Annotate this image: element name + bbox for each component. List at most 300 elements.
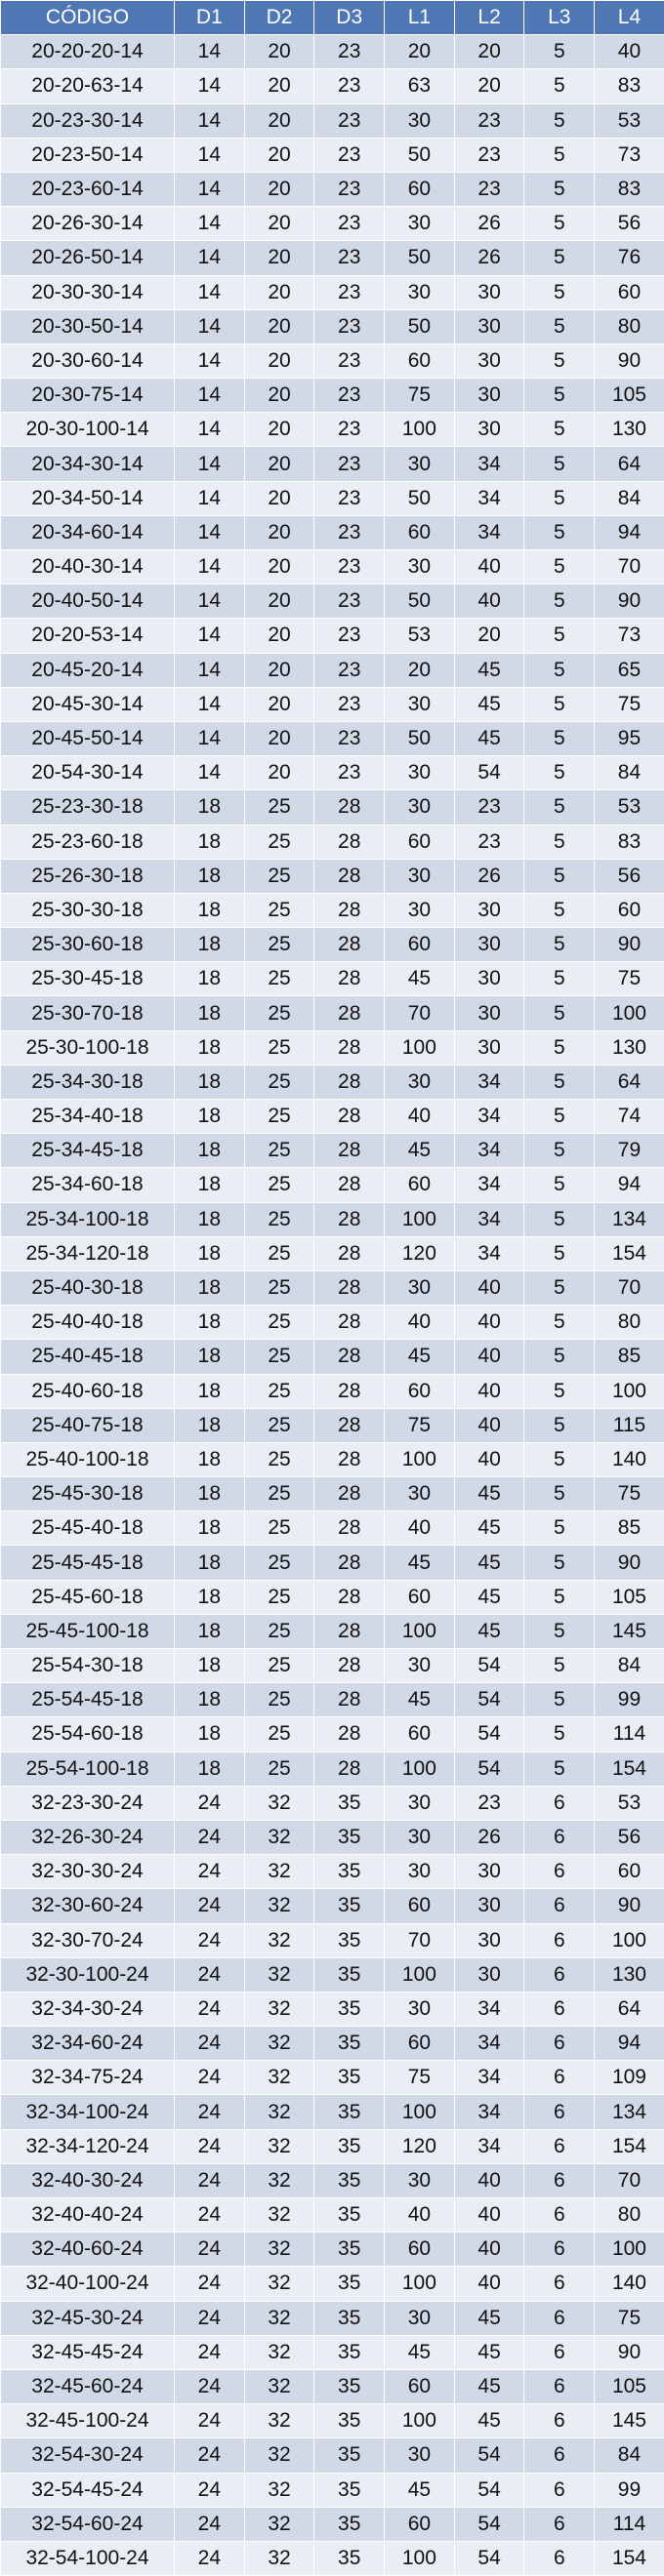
cell-d1: 18 bbox=[175, 1477, 245, 1511]
cell-codigo: 25-40-30-18 bbox=[1, 1270, 175, 1305]
table-row bbox=[1, 1374, 664, 1408]
cell-l2: 54 bbox=[454, 2438, 524, 2473]
cell-l3: 5 bbox=[524, 207, 595, 241]
cell-l4: 64 bbox=[595, 447, 664, 481]
cell-l4: 53 bbox=[595, 103, 664, 138]
cell-codigo: 32-34-75-24 bbox=[1, 2061, 175, 2095]
cell-d1: 18 bbox=[175, 1202, 245, 1236]
column-header-l1: L1 bbox=[385, 1, 455, 35]
cell-l1: 60 bbox=[385, 1889, 455, 1923]
cell-l3: 5 bbox=[524, 1065, 595, 1099]
cell-d3: 28 bbox=[314, 1683, 385, 1717]
cell-codigo: 25-54-45-18 bbox=[1, 1683, 175, 1717]
cell-l3: 5 bbox=[524, 275, 595, 309]
cell-l3: 5 bbox=[524, 1306, 595, 1340]
cell-d1: 14 bbox=[175, 69, 245, 103]
table-row bbox=[1, 1614, 664, 1648]
cell-l3: 6 bbox=[524, 1855, 595, 1889]
cell-d3: 23 bbox=[314, 379, 385, 413]
cell-l3: 5 bbox=[524, 447, 595, 481]
cell-l1: 75 bbox=[385, 2061, 455, 2095]
cell-l4: 100 bbox=[595, 996, 664, 1030]
cell-l4: 114 bbox=[595, 1717, 664, 1751]
cell-l3: 5 bbox=[524, 1442, 595, 1476]
cell-d2: 25 bbox=[244, 996, 314, 1030]
table-row bbox=[1, 1546, 664, 1580]
cell-l3: 6 bbox=[524, 2198, 595, 2233]
cell-d1: 18 bbox=[175, 859, 245, 893]
cell-d3: 28 bbox=[314, 1168, 385, 1202]
cell-d1: 24 bbox=[175, 1820, 245, 1854]
cell-d1: 24 bbox=[175, 2027, 245, 2061]
column-header-l2: L2 bbox=[454, 1, 524, 35]
cell-d2: 25 bbox=[244, 1030, 314, 1065]
cell-l1: 60 bbox=[385, 2369, 455, 2403]
cell-l4: 56 bbox=[595, 1820, 664, 1854]
cell-d2: 20 bbox=[244, 379, 314, 413]
cell-codigo: 32-45-100-24 bbox=[1, 2404, 175, 2438]
cell-l4: 154 bbox=[595, 2129, 664, 2163]
cell-l2: 30 bbox=[454, 379, 524, 413]
cell-l2: 45 bbox=[454, 1477, 524, 1511]
cell-d3: 28 bbox=[314, 1511, 385, 1546]
cell-l4: 90 bbox=[595, 584, 664, 619]
table-row bbox=[1, 35, 664, 69]
cell-codigo: 20-40-50-14 bbox=[1, 584, 175, 619]
cell-l1: 60 bbox=[385, 343, 455, 378]
cell-l1: 100 bbox=[385, 1030, 455, 1065]
cell-d1: 24 bbox=[175, 2335, 245, 2369]
cell-l2: 45 bbox=[454, 1614, 524, 1648]
cell-l4: 100 bbox=[595, 1374, 664, 1408]
cell-l1: 60 bbox=[385, 2027, 455, 2061]
cell-l2: 34 bbox=[454, 1992, 524, 2026]
cell-d2: 32 bbox=[244, 2438, 314, 2473]
cell-l1: 20 bbox=[385, 653, 455, 687]
table-row bbox=[1, 379, 664, 413]
cell-l4: 105 bbox=[595, 1580, 664, 1614]
cell-l4: 90 bbox=[595, 928, 664, 962]
table-row bbox=[1, 2438, 664, 2473]
cell-d1: 24 bbox=[175, 2301, 245, 2335]
cell-l4: 154 bbox=[595, 2541, 664, 2575]
cell-l1: 45 bbox=[385, 2335, 455, 2369]
cell-d1: 18 bbox=[175, 1270, 245, 1305]
cell-l4: 94 bbox=[595, 515, 664, 549]
cell-d2: 32 bbox=[244, 1855, 314, 1889]
cell-l2: 23 bbox=[454, 138, 524, 172]
cell-l1: 30 bbox=[385, 1855, 455, 1889]
cell-d1: 18 bbox=[175, 1306, 245, 1340]
cell-d3: 28 bbox=[314, 1134, 385, 1168]
cell-l2: 34 bbox=[454, 1100, 524, 1134]
cell-l4: 99 bbox=[595, 1683, 664, 1717]
table-row bbox=[1, 1683, 664, 1717]
cell-l1: 120 bbox=[385, 1236, 455, 1270]
cell-d2: 25 bbox=[244, 1717, 314, 1751]
cell-d1: 18 bbox=[175, 1683, 245, 1717]
cell-d1: 18 bbox=[175, 1134, 245, 1168]
cell-d1: 14 bbox=[175, 138, 245, 172]
cell-l1: 40 bbox=[385, 1306, 455, 1340]
cell-d2: 25 bbox=[244, 859, 314, 893]
cell-l4: 145 bbox=[595, 2404, 664, 2438]
cell-d3: 28 bbox=[314, 1442, 385, 1476]
cell-l2: 34 bbox=[454, 2061, 524, 2095]
cell-l1: 60 bbox=[385, 2507, 455, 2541]
cell-l4: 134 bbox=[595, 1202, 664, 1236]
column-header-l3: L3 bbox=[524, 1, 595, 35]
cell-d1: 14 bbox=[175, 756, 245, 790]
cell-l3: 5 bbox=[524, 1168, 595, 1202]
cell-d3: 28 bbox=[314, 996, 385, 1030]
cell-l2: 34 bbox=[454, 1236, 524, 1270]
cell-codigo: 32-34-100-24 bbox=[1, 2095, 175, 2129]
cell-l4: 75 bbox=[595, 687, 664, 721]
cell-d3: 23 bbox=[314, 721, 385, 755]
cell-d2: 32 bbox=[244, 1923, 314, 1957]
cell-d2: 20 bbox=[244, 207, 314, 241]
cell-l4: 70 bbox=[595, 1270, 664, 1305]
cell-d3: 23 bbox=[314, 481, 385, 515]
cell-d1: 18 bbox=[175, 1717, 245, 1751]
cell-d3: 35 bbox=[314, 2404, 385, 2438]
table-row bbox=[1, 1580, 664, 1614]
cell-d3: 35 bbox=[314, 1820, 385, 1854]
cell-l4: 140 bbox=[595, 2267, 664, 2301]
cell-d1: 14 bbox=[175, 721, 245, 755]
cell-l2: 45 bbox=[454, 2301, 524, 2335]
cell-codigo: 32-34-60-24 bbox=[1, 2027, 175, 2061]
cell-d3: 35 bbox=[314, 1889, 385, 1923]
cell-codigo: 32-34-120-24 bbox=[1, 2129, 175, 2163]
cell-d2: 20 bbox=[244, 481, 314, 515]
cell-codigo: 32-54-45-24 bbox=[1, 2473, 175, 2507]
cell-codigo: 20-34-30-14 bbox=[1, 447, 175, 481]
cell-codigo: 25-34-45-18 bbox=[1, 1134, 175, 1168]
cell-d3: 28 bbox=[314, 1408, 385, 1442]
cell-codigo: 20-23-60-14 bbox=[1, 172, 175, 206]
cell-d3: 23 bbox=[314, 584, 385, 619]
cell-d3: 28 bbox=[314, 1751, 385, 1786]
cell-d3: 35 bbox=[314, 2541, 385, 2575]
cell-l3: 6 bbox=[524, 1889, 595, 1923]
table-row bbox=[1, 1236, 664, 1270]
cell-l4: 74 bbox=[595, 1100, 664, 1134]
cell-l4: 90 bbox=[595, 343, 664, 378]
cell-l4: 94 bbox=[595, 2027, 664, 2061]
cell-l3: 6 bbox=[524, 2267, 595, 2301]
cell-l1: 60 bbox=[385, 515, 455, 549]
cell-l1: 30 bbox=[385, 2438, 455, 2473]
cell-codigo: 32-40-40-24 bbox=[1, 2198, 175, 2233]
cell-l2: 34 bbox=[454, 1202, 524, 1236]
cell-d3: 35 bbox=[314, 2129, 385, 2163]
cell-l4: 154 bbox=[595, 1236, 664, 1270]
cell-codigo: 20-54-30-14 bbox=[1, 756, 175, 790]
table-row bbox=[1, 550, 664, 584]
cell-codigo: 20-20-63-14 bbox=[1, 69, 175, 103]
cell-d3: 28 bbox=[314, 1306, 385, 1340]
cell-d2: 20 bbox=[244, 103, 314, 138]
cell-l3: 6 bbox=[524, 2163, 595, 2197]
cell-codigo: 32-30-100-24 bbox=[1, 1957, 175, 1992]
cell-l1: 50 bbox=[385, 721, 455, 755]
cell-l1: 30 bbox=[385, 1786, 455, 1820]
cell-l2: 40 bbox=[454, 1408, 524, 1442]
cell-l1: 20 bbox=[385, 35, 455, 69]
cell-d2: 25 bbox=[244, 1477, 314, 1511]
cell-codigo: 32-45-60-24 bbox=[1, 2369, 175, 2403]
cell-codigo: 25-45-45-18 bbox=[1, 1546, 175, 1580]
cell-l1: 60 bbox=[385, 928, 455, 962]
cell-l2: 23 bbox=[454, 1786, 524, 1820]
cell-d1: 14 bbox=[175, 687, 245, 721]
table-row bbox=[1, 447, 664, 481]
column-header-d3: D3 bbox=[314, 1, 385, 35]
cell-l4: 64 bbox=[595, 1992, 664, 2026]
cell-l3: 6 bbox=[524, 2129, 595, 2163]
cell-d1: 24 bbox=[175, 2438, 245, 2473]
cell-l2: 40 bbox=[454, 1442, 524, 1476]
cell-l3: 6 bbox=[524, 2301, 595, 2335]
cell-l3: 6 bbox=[524, 2541, 595, 2575]
cell-l2: 26 bbox=[454, 241, 524, 275]
cell-l1: 30 bbox=[385, 2163, 455, 2197]
cell-codigo: 20-23-50-14 bbox=[1, 138, 175, 172]
cell-d2: 32 bbox=[244, 1786, 314, 1820]
cell-l2: 23 bbox=[454, 790, 524, 825]
cell-l1: 100 bbox=[385, 2404, 455, 2438]
cell-l3: 5 bbox=[524, 379, 595, 413]
cell-d1: 14 bbox=[175, 241, 245, 275]
cell-d2: 25 bbox=[244, 1683, 314, 1717]
cell-l1: 100 bbox=[385, 1957, 455, 1992]
cell-codigo: 25-45-100-18 bbox=[1, 1614, 175, 1648]
cell-l1: 60 bbox=[385, 1580, 455, 1614]
cell-d2: 32 bbox=[244, 1889, 314, 1923]
cell-l2: 40 bbox=[454, 1374, 524, 1408]
cell-l1: 53 bbox=[385, 619, 455, 653]
cell-l4: 73 bbox=[595, 619, 664, 653]
table-row bbox=[1, 2541, 664, 2575]
column-header-d1: D1 bbox=[175, 1, 245, 35]
cell-d1: 24 bbox=[175, 1786, 245, 1820]
cell-d1: 14 bbox=[175, 379, 245, 413]
cell-l2: 54 bbox=[454, 756, 524, 790]
cell-l1: 30 bbox=[385, 103, 455, 138]
table-row bbox=[1, 1408, 664, 1442]
cell-codigo: 25-30-45-18 bbox=[1, 962, 175, 996]
cell-d3: 28 bbox=[314, 1546, 385, 1580]
cell-d1: 18 bbox=[175, 1374, 245, 1408]
cell-l1: 60 bbox=[385, 1374, 455, 1408]
cell-d2: 25 bbox=[244, 1202, 314, 1236]
cell-l4: 84 bbox=[595, 1649, 664, 1683]
table-row bbox=[1, 2369, 664, 2403]
cell-codigo: 32-26-30-24 bbox=[1, 1820, 175, 1854]
table-row bbox=[1, 1717, 664, 1751]
cell-l2: 45 bbox=[454, 2404, 524, 2438]
cell-l2: 40 bbox=[454, 2163, 524, 2197]
cell-d1: 24 bbox=[175, 2061, 245, 2095]
cell-d3: 35 bbox=[314, 1923, 385, 1957]
cell-l3: 5 bbox=[524, 413, 595, 447]
cell-l4: 84 bbox=[595, 481, 664, 515]
cell-l3: 6 bbox=[524, 1992, 595, 2026]
table-row bbox=[1, 172, 664, 206]
cell-codigo: 32-30-60-24 bbox=[1, 1889, 175, 1923]
cell-l1: 45 bbox=[385, 962, 455, 996]
cell-l2: 30 bbox=[454, 928, 524, 962]
cell-d1: 24 bbox=[175, 2507, 245, 2541]
cell-l1: 45 bbox=[385, 1546, 455, 1580]
cell-codigo: 25-30-100-18 bbox=[1, 1030, 175, 1065]
cell-l3: 6 bbox=[524, 2369, 595, 2403]
cell-d3: 35 bbox=[314, 2507, 385, 2541]
cell-codigo: 25-40-45-18 bbox=[1, 1340, 175, 1374]
table-row bbox=[1, 721, 664, 755]
cell-d2: 32 bbox=[244, 1957, 314, 1992]
cell-l1: 30 bbox=[385, 2301, 455, 2335]
table-row bbox=[1, 962, 664, 996]
cell-l3: 5 bbox=[524, 1202, 595, 1236]
cell-l1: 120 bbox=[385, 2129, 455, 2163]
cell-d2: 25 bbox=[244, 1580, 314, 1614]
cell-l1: 60 bbox=[385, 2233, 455, 2267]
cell-d2: 32 bbox=[244, 2541, 314, 2575]
cell-d3: 28 bbox=[314, 859, 385, 893]
cell-d1: 14 bbox=[175, 619, 245, 653]
cell-codigo: 20-40-30-14 bbox=[1, 550, 175, 584]
cell-l3: 5 bbox=[524, 515, 595, 549]
cell-l1: 45 bbox=[385, 1134, 455, 1168]
cell-codigo: 25-45-60-18 bbox=[1, 1580, 175, 1614]
cell-d1: 14 bbox=[175, 653, 245, 687]
cell-d2: 25 bbox=[244, 1306, 314, 1340]
cell-l2: 34 bbox=[454, 1065, 524, 1099]
cell-l2: 34 bbox=[454, 481, 524, 515]
cell-l4: 80 bbox=[595, 309, 664, 343]
cell-d2: 32 bbox=[244, 2095, 314, 2129]
cell-d3: 28 bbox=[314, 790, 385, 825]
cell-d1: 14 bbox=[175, 413, 245, 447]
cell-d2: 32 bbox=[244, 2233, 314, 2267]
cell-l2: 40 bbox=[454, 1340, 524, 1374]
cell-codigo: 25-40-100-18 bbox=[1, 1442, 175, 1476]
cell-d2: 32 bbox=[244, 2404, 314, 2438]
cell-d3: 28 bbox=[314, 1580, 385, 1614]
cell-l3: 5 bbox=[524, 962, 595, 996]
cell-l4: 90 bbox=[595, 1546, 664, 1580]
cell-codigo: 20-30-60-14 bbox=[1, 343, 175, 378]
cell-d3: 28 bbox=[314, 962, 385, 996]
table-row bbox=[1, 859, 664, 893]
cell-d3: 28 bbox=[314, 1100, 385, 1134]
cell-l4: 114 bbox=[595, 2507, 664, 2541]
cell-codigo: 25-54-60-18 bbox=[1, 1717, 175, 1751]
cell-d3: 23 bbox=[314, 515, 385, 549]
cell-d2: 32 bbox=[244, 1992, 314, 2026]
column-header-codigo: CÓDIGO bbox=[1, 1, 175, 35]
cell-l1: 30 bbox=[385, 1649, 455, 1683]
cell-l3: 5 bbox=[524, 1751, 595, 1786]
cell-d2: 25 bbox=[244, 1546, 314, 1580]
cell-l2: 34 bbox=[454, 1168, 524, 1202]
cell-d2: 25 bbox=[244, 928, 314, 962]
cell-d1: 18 bbox=[175, 1546, 245, 1580]
cell-l4: 85 bbox=[595, 1340, 664, 1374]
cell-l2: 23 bbox=[454, 172, 524, 206]
cell-codigo: 25-40-75-18 bbox=[1, 1408, 175, 1442]
cell-l4: 130 bbox=[595, 413, 664, 447]
table-row bbox=[1, 1820, 664, 1854]
cell-d2: 25 bbox=[244, 1236, 314, 1270]
cell-d3: 23 bbox=[314, 756, 385, 790]
cell-d1: 24 bbox=[175, 1889, 245, 1923]
cell-l3: 5 bbox=[524, 1717, 595, 1751]
cell-l2: 30 bbox=[454, 1855, 524, 1889]
cell-d2: 20 bbox=[244, 69, 314, 103]
cell-l1: 45 bbox=[385, 1340, 455, 1374]
cell-l3: 5 bbox=[524, 584, 595, 619]
cell-d1: 18 bbox=[175, 790, 245, 825]
cell-l1: 60 bbox=[385, 1168, 455, 1202]
cell-l2: 45 bbox=[454, 721, 524, 755]
cell-l3: 5 bbox=[524, 928, 595, 962]
cell-l2: 34 bbox=[454, 1134, 524, 1168]
cell-l4: 85 bbox=[595, 1511, 664, 1546]
cell-l1: 100 bbox=[385, 2095, 455, 2129]
table-row bbox=[1, 1270, 664, 1305]
cell-l3: 6 bbox=[524, 2027, 595, 2061]
cell-l1: 75 bbox=[385, 379, 455, 413]
table-row bbox=[1, 515, 664, 549]
cell-l2: 40 bbox=[454, 1270, 524, 1305]
cell-l2: 30 bbox=[454, 1889, 524, 1923]
cell-codigo: 20-45-50-14 bbox=[1, 721, 175, 755]
cell-d3: 35 bbox=[314, 2369, 385, 2403]
cell-codigo: 20-45-20-14 bbox=[1, 653, 175, 687]
cell-l2: 30 bbox=[454, 413, 524, 447]
cell-l1: 30 bbox=[385, 550, 455, 584]
cell-d2: 32 bbox=[244, 2301, 314, 2335]
cell-codigo: 25-30-70-18 bbox=[1, 996, 175, 1030]
cell-d2: 20 bbox=[244, 721, 314, 755]
cell-l3: 6 bbox=[524, 2095, 595, 2129]
cell-l1: 50 bbox=[385, 309, 455, 343]
cell-l4: 56 bbox=[595, 859, 664, 893]
cell-d1: 18 bbox=[175, 1511, 245, 1546]
cell-d1: 18 bbox=[175, 893, 245, 927]
cell-d3: 23 bbox=[314, 413, 385, 447]
cell-d2: 20 bbox=[244, 413, 314, 447]
cell-l1: 100 bbox=[385, 1202, 455, 1236]
cell-l2: 34 bbox=[454, 515, 524, 549]
cell-l2: 30 bbox=[454, 343, 524, 378]
table-row bbox=[1, 1923, 664, 1957]
cell-d3: 23 bbox=[314, 447, 385, 481]
table-row bbox=[1, 2404, 664, 2438]
cell-l4: 100 bbox=[595, 2233, 664, 2267]
table-row bbox=[1, 2095, 664, 2129]
cell-d1: 14 bbox=[175, 515, 245, 549]
cell-l4: 90 bbox=[595, 2335, 664, 2369]
table-row bbox=[1, 103, 664, 138]
cell-l1: 30 bbox=[385, 756, 455, 790]
cell-codigo: 25-34-40-18 bbox=[1, 1100, 175, 1134]
cell-d2: 20 bbox=[244, 138, 314, 172]
